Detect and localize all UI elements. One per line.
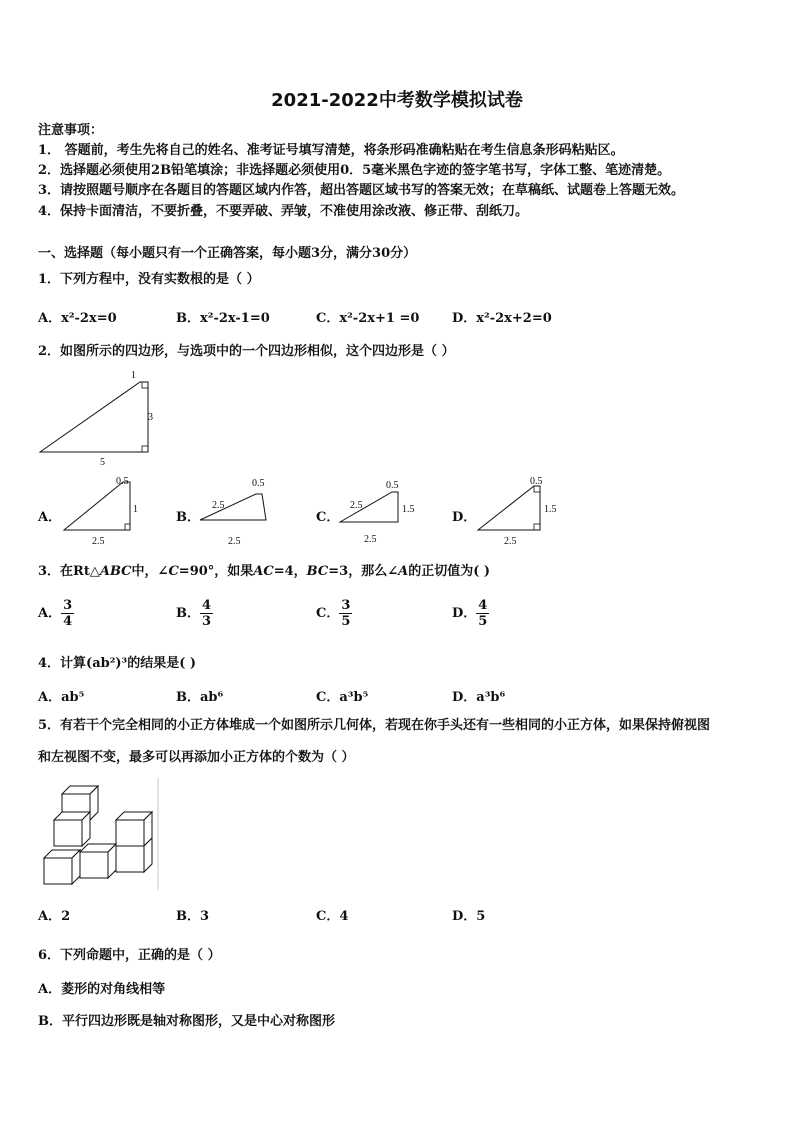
q4-option-c: C．a³b⁵ (316, 690, 369, 705)
svg-text:2.5: 2.5 (228, 536, 241, 547)
svg-text:2.5: 2.5 (364, 534, 377, 545)
question-2-stem: 2．如图所示的四边形，与选项中的一个四边形相似，这个四边形是（ ） (38, 344, 455, 359)
svg-text:0.5: 0.5 (530, 476, 543, 487)
question-1-stem: 1．下列方程中，没有实数根的是（ ） (38, 272, 260, 287)
svg-text:2.5: 2.5 (350, 500, 363, 511)
q6-option-a: A．菱形的对角线相等 (38, 982, 166, 997)
q2-option-c-label: C． (316, 510, 340, 525)
q4-option-a: A．ab⁵ (38, 690, 85, 705)
q2-label-right: 3 (148, 412, 153, 423)
q6-option-b: B．平行四边形既是轴对称图形，又是中心对称图形 (38, 1014, 336, 1029)
q2-option-d-label: D． (452, 510, 477, 525)
q5-cube-figure (36, 778, 160, 894)
svg-text:1.5: 1.5 (544, 504, 557, 515)
svg-text:0.5: 0.5 (116, 476, 129, 487)
svg-text:0.5: 0.5 (252, 478, 265, 489)
q5-option-c: C．4 (316, 909, 349, 924)
svg-text:0.5: 0.5 (386, 480, 399, 491)
q2-main-figure (36, 366, 160, 470)
svg-text:2.5: 2.5 (212, 500, 225, 511)
q2-option-a-figure (60, 474, 150, 550)
notice-heading: 注意事项： (38, 123, 104, 138)
notice-item-2: 2．选择题必须使用2B铅笔填涂；非选择题必须使用0．5毫米黑色字迹的签字笔书写，字体工整、笔迹清楚。 (38, 163, 671, 178)
q1-option-d: D．x²-2x+2=0 (452, 311, 552, 326)
question-4-stem: 4．计算(ab²)³的结果是( ) (38, 656, 197, 671)
section-heading: 一、选择题（每小题只有一个正确答案，每小题3分，满分30分） (38, 246, 417, 261)
q5-option-b: B．3 (176, 909, 210, 924)
q2-option-a-label: A． (38, 510, 62, 525)
q2-option-b-label: B． (176, 510, 200, 525)
svg-text:2.5: 2.5 (92, 536, 105, 547)
q3-option-b: B． $\frac{4}{3}$ (176, 598, 212, 629)
q1-option-b: B．x²-2x-1=0 (176, 311, 270, 326)
notice-item-3: 3．请按照题号顺序在各题目的答题区域内作答，超出答题区域书写的答案无效；在草稿纸、试题卷上答题无效。 (38, 183, 685, 198)
q3-option-c: C． $\frac{3}{5}$ (316, 598, 351, 629)
question-6-stem: 6．下列命题中，正确的是（ ） (38, 948, 221, 963)
question-5-stem-line2: 和左视图不变，最多可以再添加小正方体的个数为（ ） (38, 750, 355, 765)
q1-option-c: C．x²-2x+1 =0 (316, 311, 420, 326)
svg-text:2.5: 2.5 (504, 536, 517, 547)
q5-option-d: D．5 (452, 909, 486, 924)
q4-option-b: B．ab⁶ (176, 690, 224, 705)
question-3-stem: 3．在Rt△ABC中，∠C=90°，如果AC=4，BC=3，那么∠A的正切值为( ) (38, 564, 491, 579)
svg-text:1: 1 (133, 504, 138, 515)
q2-label-bottom: 5 (100, 457, 105, 468)
notice-item-4: 4．保持卡面清洁，不要折叠，不要弄破、弄皱，不准使用涂改液、修正带、刮纸刀。 (38, 204, 529, 219)
q5-option-a: A．2 (38, 909, 71, 924)
q2-option-c-figure (334, 474, 424, 550)
q2-option-b-figure (196, 474, 286, 550)
notice-item-1: 1． 答题前，考生先将自己的姓名、准考证号填写清楚，将条形码准确粘贴在考生信息条形码粘贴区。 (38, 143, 624, 158)
svg-text:1.5: 1.5 (402, 504, 415, 515)
q2-option-d-figure (474, 474, 568, 550)
question-5-stem-line1: 5．有若干个完全相同的小正方体堆成一个如图所示几何体，若现在你手头还有一些相同的小正方体，如果保持俯视图 (38, 718, 711, 733)
q3-option-a: A． $\frac{3}{4}$ (38, 598, 73, 629)
q2-label-top: 1 (131, 370, 136, 381)
q4-option-d: D．a³b⁶ (452, 690, 506, 705)
q1-option-a: A．x²-2x=0 (38, 311, 117, 326)
exam-title: 2021-2022中考数学模拟试卷 (271, 90, 523, 111)
q3-option-d: D． $\frac{4}{5}$ (452, 598, 488, 629)
